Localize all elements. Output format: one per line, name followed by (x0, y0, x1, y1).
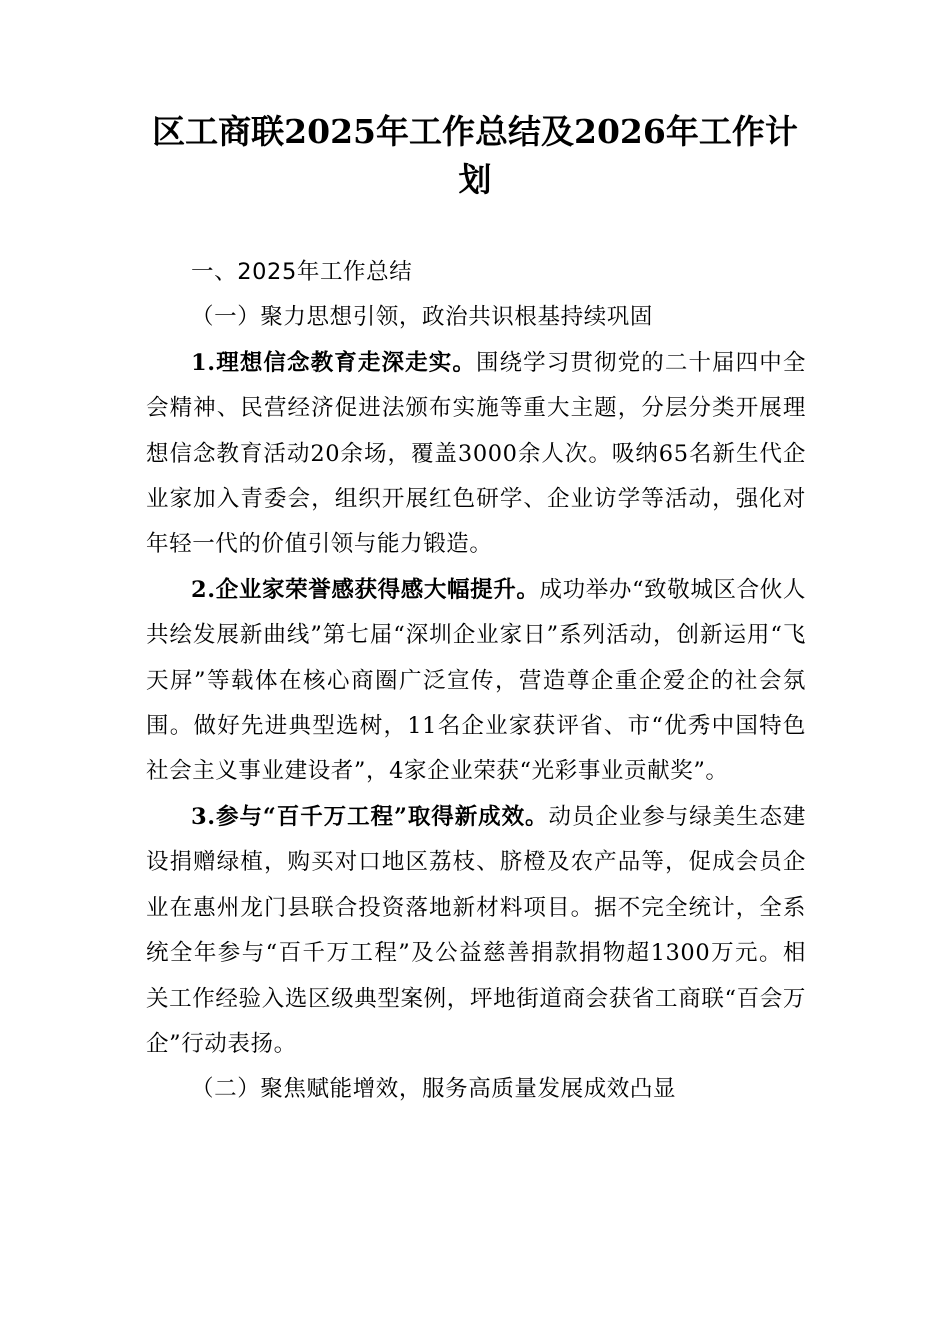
subsection-heading-empowerment: （二）聚焦赋能增效，服务高质量发展成效凸显 (191, 1076, 677, 1103)
section-heading-summary: 一、2025年工作总结 (191, 259, 413, 285)
paragraph-text-3: 动员企业参与绿美生态建设捐赠绿植，购买对口地区荔枝、脐橙及农产品等，促成会员企业在惠州龙门县联合投资落地新材料项目。据不完全统计，全系统全年参与“百千万工程”及公益慈善捐款捐物超1300万元。相关工作经验入选区级典型案例，坪地街道商会获省工商联“百会万企”行动表扬。 (146, 803, 806, 1057)
paragraph-lead-1: 1.理想信念教育走深走实。 (191, 349, 476, 376)
document-title: 区工商联2025年工作总结及2026年工作计划 (152, 112, 798, 199)
paragraph-text-2: 成功举办“致敬城区合伙人共绘发展新曲线”第七届“深圳企业家日”系列活动，创新运用“飞天屏”等载体在核心商圈广泛宣传，营造尊企重企爱企的社会氛围。做好先进典型选树，11名企业家获评省、市“优秀中国特色社会主义事业建设者”，4家企业荣获“光彩事业贡献奖”。 (146, 576, 807, 785)
paragraph-item-2 (146, 568, 806, 795)
document-body (146, 250, 806, 1113)
paragraph-text-1: 围绕学习贯彻党的二十届四中全会精神、民营经济促进法颁布实施等重大主题，分层分类开展理想信念教育活动20余场，覆盖3000余人次。吸纳65名新生代企业家加入青委会，组织开展红色研学、企业访学等活动，强化对年轻一代的价值引领与能力锻造。 (146, 349, 806, 558)
subsection-heading-ideology: （一）聚力思想引领，政治共识根基持续巩固 (191, 304, 654, 331)
paragraph-lead-2: 2.企业家荣誉感获得感大幅提升。 (191, 576, 540, 603)
paragraph-item-3 (146, 795, 806, 1067)
paragraph-lead-3: 3.参与“百千万工程”取得新成效。 (191, 803, 549, 830)
paragraph-item-1 (146, 341, 806, 568)
